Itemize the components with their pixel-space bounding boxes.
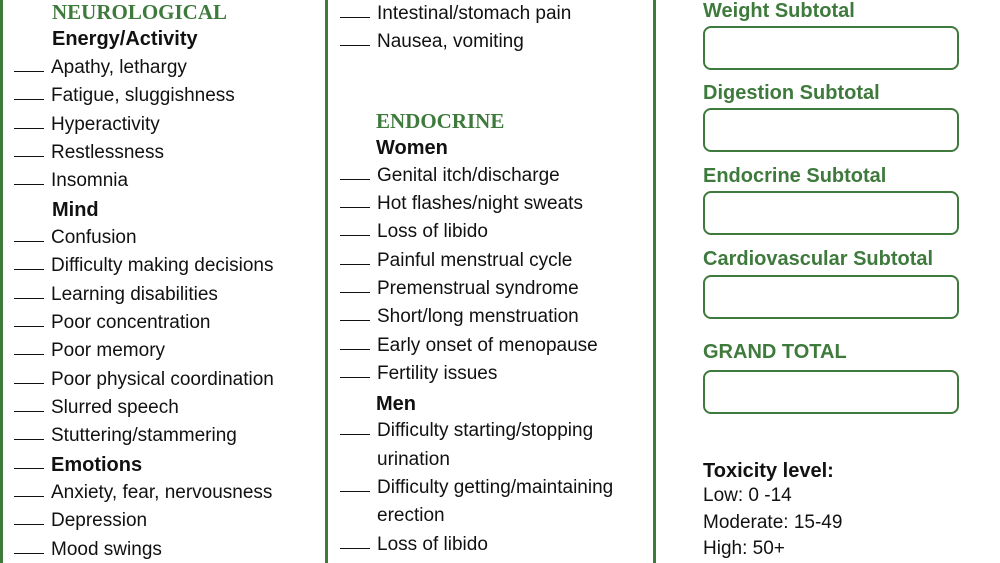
symptom-item: Fertility issues xyxy=(340,362,497,386)
symptom-item: Loss of libido xyxy=(340,533,488,557)
symptom-item: Loss of libido xyxy=(340,220,488,244)
weight-subtotal-label: Weight Subtotal xyxy=(703,0,855,22)
symptom-item-continuation: erection xyxy=(377,505,445,526)
grand-total-label: GRAND TOTAL xyxy=(703,341,847,363)
cardiovascular-subtotal-box[interactable] xyxy=(703,275,959,319)
symptom-item: Intestinal/stomach pain xyxy=(340,2,571,26)
symptom-item: Learning disabilities xyxy=(14,283,218,307)
score-blank[interactable] xyxy=(14,311,44,327)
score-blank[interactable] xyxy=(14,84,44,100)
score-blank[interactable] xyxy=(340,2,370,18)
score-blank[interactable] xyxy=(340,419,370,435)
women-label: Women xyxy=(376,137,448,159)
toxicity-high: High: 50+ xyxy=(703,538,785,559)
score-blank[interactable] xyxy=(14,509,44,525)
symptom-item: Mood swings xyxy=(14,538,162,562)
score-blank[interactable] xyxy=(14,538,44,554)
score-blank[interactable] xyxy=(340,533,370,549)
score-blank[interactable] xyxy=(340,220,370,236)
symptom-item: Genital itch/discharge xyxy=(340,164,560,188)
symptom-item: Painful menstrual cycle xyxy=(340,249,572,273)
symptom-item: Hyperactivity xyxy=(14,113,160,137)
column-divider-1 xyxy=(325,0,328,563)
symptom-item: Difficulty getting/maintaining xyxy=(340,476,613,500)
neurological-heading: NEUROLOGICAL xyxy=(52,0,228,24)
score-blank[interactable] xyxy=(14,169,44,185)
symptom-item: Difficulty starting/stopping xyxy=(340,419,593,443)
symptom-item: Nausea, vomiting xyxy=(340,30,524,54)
score-blank[interactable] xyxy=(340,362,370,378)
emotions-label: Emotions xyxy=(51,454,143,476)
symptom-item: Premenstrual syndrome xyxy=(340,277,579,301)
left-border xyxy=(0,0,3,563)
emotions-row xyxy=(14,453,142,477)
energy-activity-label: Energy/Activity xyxy=(52,28,198,50)
score-blank[interactable] xyxy=(340,30,370,46)
score-blank[interactable] xyxy=(14,283,44,299)
toxicity-title: Toxicity level: xyxy=(703,460,834,482)
symptom-item: Restlessness xyxy=(14,141,164,165)
cardiovascular-subtotal-label: Cardiovascular Subtotal xyxy=(703,248,934,270)
score-blank[interactable] xyxy=(340,164,370,180)
symptom-item: Difficulty making decisions xyxy=(14,254,273,278)
symptom-item: Fatigue, sluggishness xyxy=(14,84,235,108)
digestion-subtotal-box[interactable] xyxy=(703,108,959,152)
score-blank[interactable] xyxy=(14,453,44,469)
symptom-item-continuation: urination xyxy=(377,449,450,470)
score-blank[interactable] xyxy=(340,334,370,350)
symptom-item: Confusion xyxy=(14,226,137,250)
symptom-item: Hot flashes/night sweats xyxy=(340,192,583,216)
score-blank[interactable] xyxy=(14,113,44,129)
digestion-subtotal-label: Digestion Subtotal xyxy=(703,82,880,104)
score-blank[interactable] xyxy=(14,56,44,72)
symptom-item: Slurred speech xyxy=(14,396,179,420)
endocrine-heading: ENDOCRINE xyxy=(376,109,505,133)
symptom-item: Early onset of menopause xyxy=(340,334,598,358)
score-blank[interactable] xyxy=(340,249,370,265)
toxicity-low: Low: 0 -14 xyxy=(703,485,792,506)
endocrine-subtotal-label: Endocrine Subtotal xyxy=(703,165,887,187)
score-blank[interactable] xyxy=(340,476,370,492)
score-blank[interactable] xyxy=(14,226,44,242)
score-blank[interactable] xyxy=(14,254,44,270)
score-blank[interactable] xyxy=(14,339,44,355)
mind-label: Mind xyxy=(52,199,99,221)
symptom-item: Poor physical coordination xyxy=(14,368,274,392)
symptom-item: Apathy, lethargy xyxy=(14,56,187,80)
symptom-item: Anxiety, fear, nervousness xyxy=(14,481,272,505)
grand-total-box[interactable] xyxy=(703,370,959,414)
symptom-item: Stuttering/stammering xyxy=(14,424,237,448)
score-blank[interactable] xyxy=(14,481,44,497)
score-blank[interactable] xyxy=(14,368,44,384)
symptom-item: Poor memory xyxy=(14,339,165,363)
score-blank[interactable] xyxy=(14,424,44,440)
toxicity-moderate: Moderate: 15-49 xyxy=(703,512,843,533)
men-label: Men xyxy=(376,393,416,415)
symptom-item: Short/long menstruation xyxy=(340,305,579,329)
score-blank[interactable] xyxy=(340,305,370,321)
symptom-item: Depression xyxy=(14,509,147,533)
score-blank[interactable] xyxy=(14,396,44,412)
weight-subtotal-box[interactable] xyxy=(703,26,959,70)
score-blank[interactable] xyxy=(14,141,44,157)
endocrine-subtotal-box[interactable] xyxy=(703,191,959,235)
symptom-item: Poor concentration xyxy=(14,311,211,335)
score-blank[interactable] xyxy=(340,192,370,208)
score-blank[interactable] xyxy=(340,277,370,293)
symptom-item: Insomnia xyxy=(14,169,128,193)
column-divider-2 xyxy=(653,0,656,563)
